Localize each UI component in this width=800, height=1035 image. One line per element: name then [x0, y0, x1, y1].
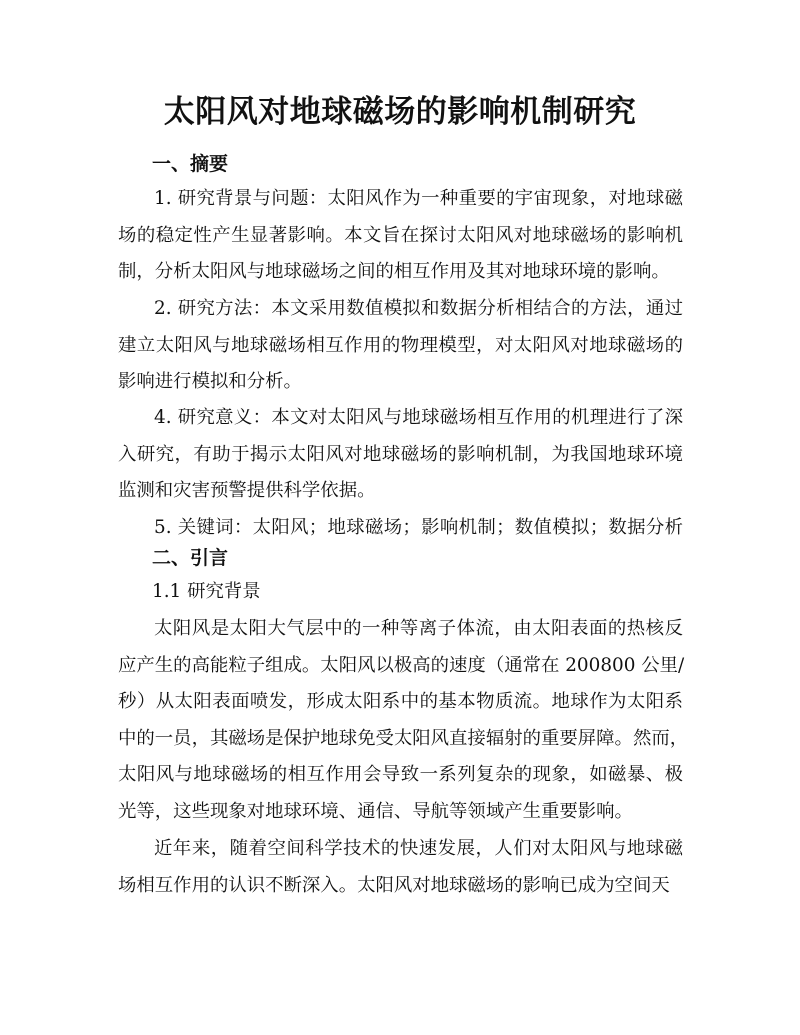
text-line: 近年来，随着空间科学技术的快速发展，人们对太阳风与地球磁 — [154, 838, 683, 859]
text-line: 建立太阳风与地球磁场相互作用的物理模型，对太阳风对地球磁场的 — [118, 334, 683, 356]
abstract-item-2 — [118, 291, 683, 401]
text-line: 监测和灾害预警提供科学依据。 — [118, 480, 376, 502]
text-line: 中的一员，其磁场是保护地球免受太阳风直接辐射的重要屏障。然而， — [118, 727, 689, 749]
section-heading-abstract: 一、摘要 — [152, 153, 229, 175]
text-line: 4. 研究意义：本文对太阳风与地球磁场相互作用的机理进行了深 — [154, 407, 683, 428]
abstract-item-4 — [118, 400, 683, 510]
text-line: 光等，这些现象对地球环境、通信、导航等领域产生重要影响。 — [118, 800, 633, 822]
text-line: 制，分析太阳风与地球磁场之间的相互作用及其对地球环境的影响。 — [118, 261, 670, 283]
text-line: 影响进行模拟和分析。 — [118, 371, 302, 393]
paper-title: 太阳风对地球磁场的影响机制研究 — [163, 94, 637, 130]
intro-paragraph-2 — [118, 831, 683, 904]
text-line: 太阳风与地球磁场的相互作用会导致一系列复杂的现象，如磁暴、极 — [118, 764, 683, 786]
text-line: 场的稳定性产生显著影响。本文旨在探讨太阳风对地球磁场的影响机 — [118, 224, 683, 246]
text-line: 1. 研究背景与问题：太阳风作为一种重要的宇宙现象，对地球磁 — [154, 188, 683, 209]
text-line: 5. 关键词：太阳风；地球磁场；影响机制；数值模拟；数据分析 — [154, 517, 683, 538]
abstract-item-1 — [118, 181, 683, 291]
text-line: 太阳风是太阳大气层中的一种等离子体流，由太阳表面的热核反 — [154, 618, 683, 639]
intro-paragraph-1 — [118, 611, 689, 831]
section-heading-introduction: 二、引言 — [152, 547, 229, 569]
text-line: 入研究，有助于揭示太阳风对地球磁场的影响机制，为我国地球环境 — [118, 443, 683, 465]
subsection-heading-background: 1.1 研究背景 — [152, 581, 261, 602]
text-line: 场相互作用的认识不断深入。太阳风对地球磁场的影响已成为空间天 — [118, 874, 670, 896]
abstract-item-5 — [118, 510, 683, 547]
text-line: 秒）从太阳表面喷发，形成太阳系中的基本物质流。地球作为太阳系 — [118, 691, 683, 713]
text-line: 2. 研究方法：本文采用数值模拟和数据分析相结合的方法，通过 — [154, 298, 683, 319]
text-line: 应产生的高能粒子组成。太阳风以极高的速度（通常在 200800 公里/ — [118, 654, 685, 676]
